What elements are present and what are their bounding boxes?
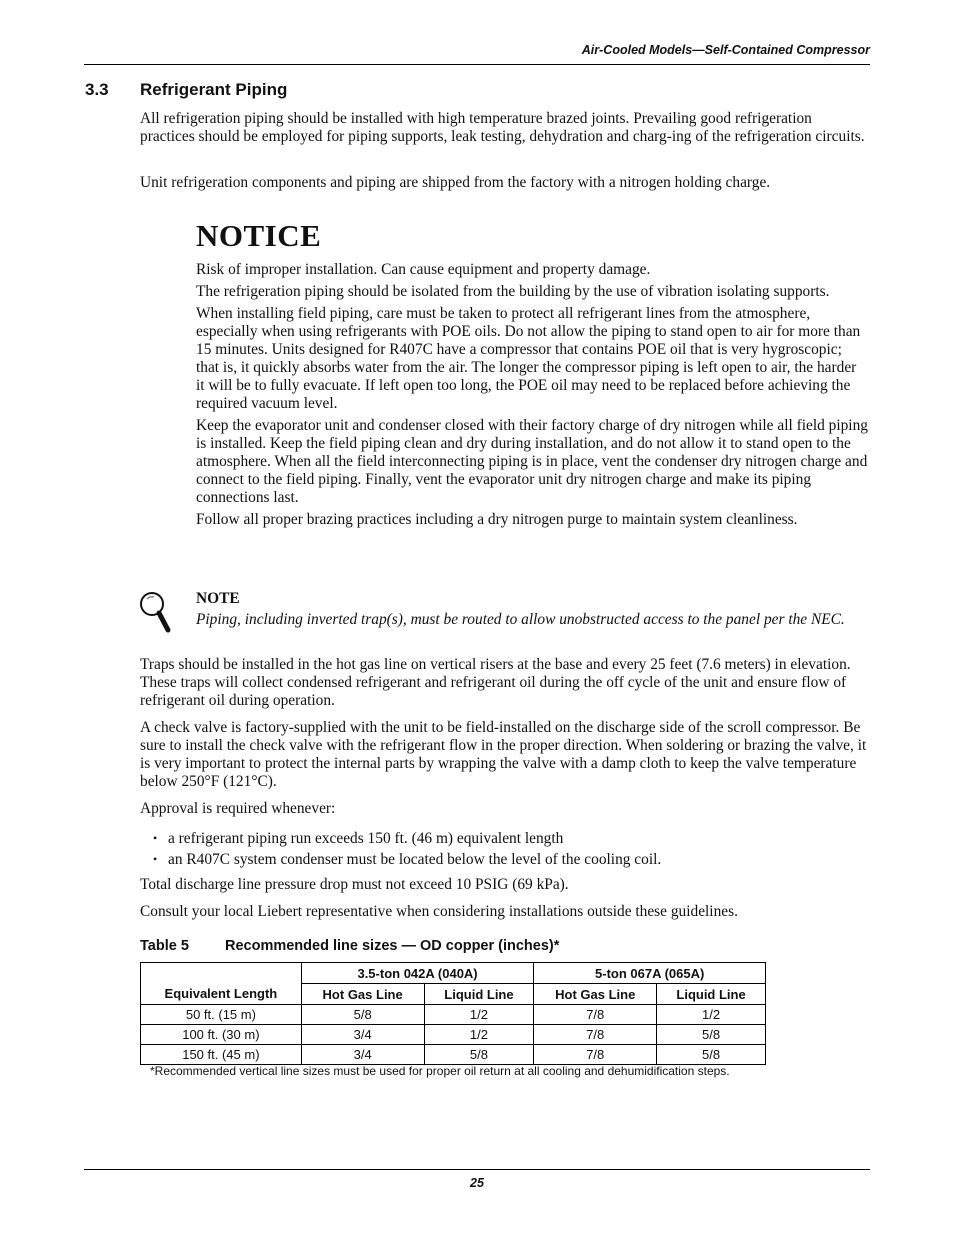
list-item — [140, 828, 868, 849]
header-rule — [84, 64, 870, 65]
table-cell: 50 ft. (15 m) — [141, 1005, 302, 1025]
notice-paragraph: When installing field piping, care must be taken to protect all refrigerant lines from the atmosphere, especially when using refrigerants with POE oils. Do not allow the piping to stand open to air for more than 15 minutes. Units designed for R407C have a compressor that contains POE oil that is very hygroscopic; that is, it quickly absorbs water from the air. The longer the compressor piping is left open to air, the harder it will be to fully evacuate. If left open too long, the POE oil may need to be replaced before achieving the required vacuum level. — [196, 305, 861, 412]
table-cell: 7/8 — [534, 1005, 657, 1025]
approval-bullet-list — [140, 828, 868, 870]
table-cell: 5/8 — [424, 1045, 534, 1065]
table-row — [141, 1045, 766, 1065]
note-label: NOTE — [196, 590, 240, 607]
section-number: 3.3 — [85, 80, 109, 99]
bullet-icon: • — [153, 852, 158, 866]
bullet-text: an R407C system condenser must be located below the level of the cooling coil. — [168, 851, 662, 868]
column-group-header: 3.5-ton 042A (040A) — [301, 963, 534, 984]
footer-rule — [84, 1169, 870, 1170]
table-cell: 7/8 — [534, 1025, 657, 1045]
table-cell: 3/4 — [301, 1045, 424, 1065]
notice-heading: NOTICE — [196, 218, 322, 253]
table-cell: 1/2 — [657, 1005, 766, 1025]
bullet-icon: • — [153, 831, 158, 845]
table-cell: 150 ft. (45 m) — [141, 1045, 302, 1065]
table-footnote: *Recommended vertical line sizes must be used for proper oil return at all cooling and dehumidification steps. — [150, 1064, 730, 1078]
column-group-header: 5-ton 067A (065A) — [534, 963, 766, 984]
body-paragraph: Consult your local Liebert representative when considering installations outside these guidelines. — [140, 903, 738, 920]
section-title: Refrigerant Piping — [140, 80, 288, 99]
body-paragraph: Approval is required whenever: — [140, 800, 336, 817]
table-title: Recommended line sizes — OD copper (inches)* — [225, 938, 560, 954]
body-paragraph: Traps should be installed in the hot gas line on vertical risers at the base and every 25 feet (7.6 meters) in elevation. These traps will collect condensed refrigerant and refrigerant oil during the off cycle of the unit and ensure flow of refrigerant oil during operation. — [140, 656, 851, 709]
note-text: Piping, including inverted trap(s), must be routed to allow unobstructed access to the panel per the NEC. — [196, 611, 845, 628]
list-item — [140, 849, 868, 870]
table-cell: 1/2 — [424, 1005, 534, 1025]
notice-paragraph: The refrigeration piping should be isolated from the building by the use of vibration isolating supports. — [196, 283, 830, 300]
table-cell: 100 ft. (30 m) — [141, 1025, 302, 1045]
line-sizes-table — [140, 962, 766, 1065]
table-row — [141, 1025, 766, 1045]
table-cell: 3/4 — [301, 1025, 424, 1045]
column-header-hot-gas-line: Hot Gas Line — [534, 984, 657, 1005]
table-cell: 5/8 — [657, 1025, 766, 1045]
bullet-text: a refrigerant piping run exceeds 150 ft. (46 m) equivalent length — [168, 830, 564, 847]
column-header-hot-gas-line: Hot Gas Line — [301, 984, 424, 1005]
notice-paragraph: Follow all proper brazing practices including a dry nitrogen purge to maintain system cleanliness. — [196, 511, 798, 528]
body-paragraph: A check valve is factory-supplied with the unit to be field-installed on the discharge side of the scroll compressor. Be sure to install the check valve with the refrigerant flow in the proper direction. When soldering or brazing the valve, it is very important to protect the internal parts by wrapping the valve with a damp cloth to keep the valve temperature below 250°F (121°C). — [140, 719, 867, 790]
table-row — [141, 1005, 766, 1025]
table-cell: 7/8 — [534, 1045, 657, 1065]
column-header-liquid-line: Liquid Line — [657, 984, 766, 1005]
intro-paragraph: All refrigeration piping should be installed with high temperature brazed joints. Prevailing good refrigeration practices should be employed for piping supports, leak testing, dehydration and charg-ing of the refrigeration circuits. — [140, 110, 865, 145]
table-number: Table 5 — [140, 938, 189, 954]
table-cell: 5/8 — [301, 1005, 424, 1025]
page-number: 25 — [470, 1176, 484, 1190]
body-paragraph: Total discharge line pressure drop must not exceed 10 PSIG (69 kPa). — [140, 876, 569, 893]
column-header-liquid-line: Liquid Line — [424, 984, 534, 1005]
table-cell: 5/8 — [657, 1045, 766, 1065]
table-header-row — [141, 963, 766, 984]
table-cell: 1/2 — [424, 1025, 534, 1045]
table-caption — [140, 938, 559, 954]
notice-paragraph: Keep the evaporator unit and condenser closed with their factory charge of dry nitrogen while all field piping is installed. Keep the field piping clean and dry during installation, and do not allow it to stand open to the atmosphere. When all the field interconnecting piping is in place, vent the condenser dry nitrogen charge and connect to the field piping. Finally, vent the evaporator unit dry nitrogen charge and make its piping connections last. — [196, 417, 868, 506]
column-header-equivalent-length: Equivalent Length — [141, 963, 302, 1005]
intro-paragraph: Unit refrigeration components and piping are shipped from the factory with a nitrogen holding charge. — [140, 174, 771, 191]
magnifier-icon — [138, 590, 174, 634]
notice-body — [196, 261, 868, 533]
running-header: Air-Cooled Models—Self-Contained Compressor — [581, 43, 870, 57]
notice-paragraph: Risk of improper installation. Can cause equipment and property damage. — [196, 261, 651, 278]
